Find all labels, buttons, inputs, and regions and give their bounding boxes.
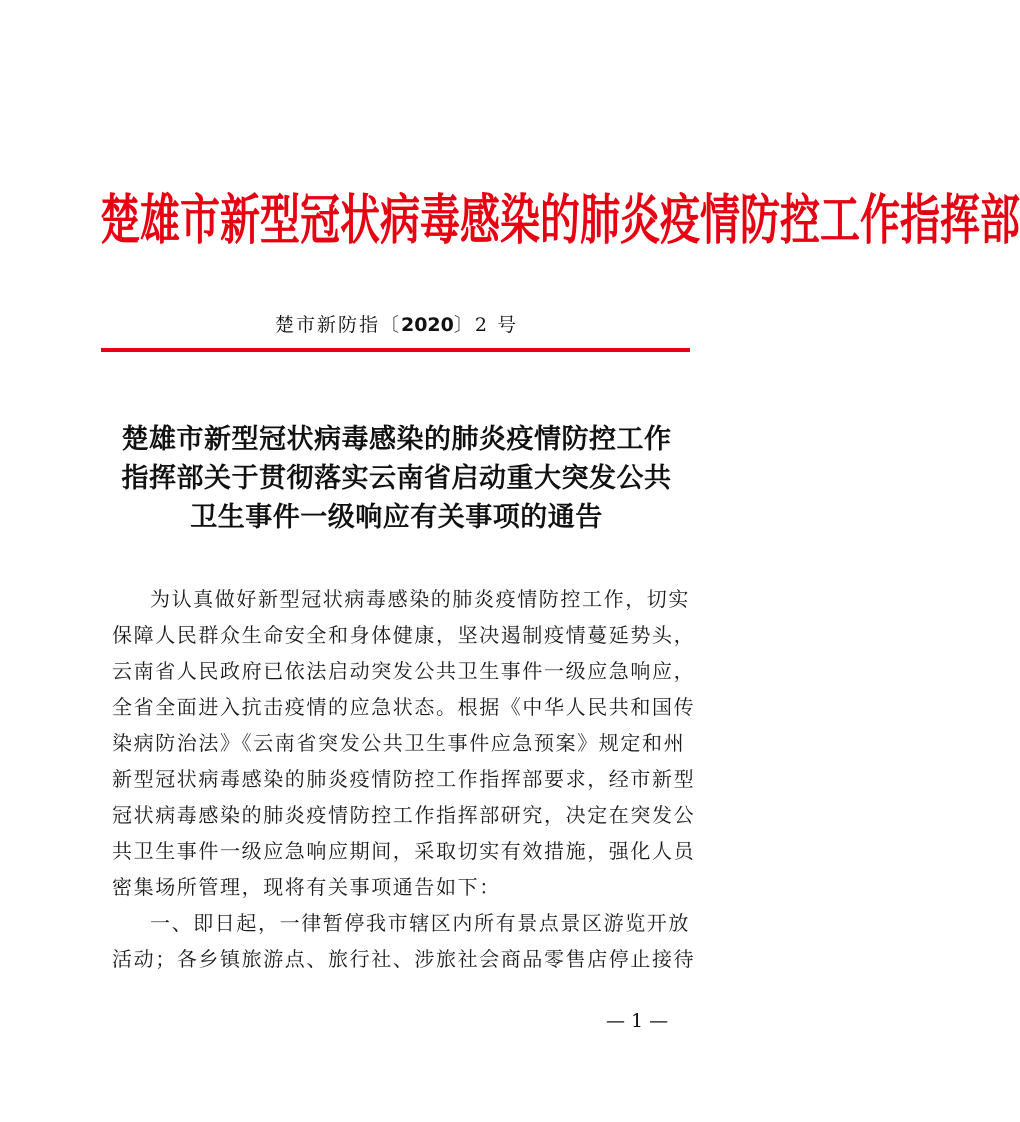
doc-number-prefix: 楚市新防指〔	[274, 314, 401, 336]
body-line: 密集场所管理，现将有关事项通告如下：	[112, 875, 501, 899]
body-line: 冠状病毒感染的肺炎疫情防控工作指挥部研究，决定在突发公	[112, 803, 696, 827]
body-line: 活动；各乡镇旅游点、旅行社、涉旅社会商品零售店停止接待	[112, 947, 696, 971]
title-line: 楚雄市新型冠状病毒感染的肺炎疫情防控工作	[121, 424, 672, 455]
body-line: 染病防治法》《云南省突发公共卫生事件应急预案》规定和州	[112, 731, 686, 755]
doc-number-year: 2020	[400, 314, 454, 336]
notice-title	[100, 420, 693, 537]
title-line: 指挥部关于贯彻落实云南省启动重大突发公共	[121, 463, 672, 494]
body-line: 全省全面进入抗击疫情的应急状态。根据《中华人民共和国传	[112, 695, 696, 719]
body-line: 保障人民群众生命安全和身体健康，坚决遏制疫情蔓延势头，	[112, 623, 696, 647]
body-line: 新型冠状病毒感染的肺炎疫情防控工作指挥部要求，经市新型	[112, 767, 696, 791]
body-line: 云南省人民政府已依法启动突发公共卫生事件一级应急响应，	[112, 659, 696, 683]
body-line: 为认真做好新型冠状病毒感染的肺炎疫情防控工作，切实	[150, 587, 690, 611]
title-line: 卫生事件一级响应有关事项的通告	[190, 502, 603, 533]
document-number	[0, 310, 793, 337]
notice-body	[112, 581, 696, 977]
issuing-authority-header: 楚雄市新型冠状病毒感染的肺炎疫情防控工作指挥部	[100, 188, 1020, 253]
body-line: 共卫生事件一级应急响应期间，采取切实有效措施，强化人员	[112, 839, 696, 863]
body-line: 一、即日起，一律暂停我市辖区内所有景点景区游览开放	[150, 911, 690, 935]
page-number: — 1 —	[606, 1010, 669, 1032]
doc-number-suffix: 〕2 号	[453, 314, 519, 336]
red-divider-line	[101, 348, 690, 352]
